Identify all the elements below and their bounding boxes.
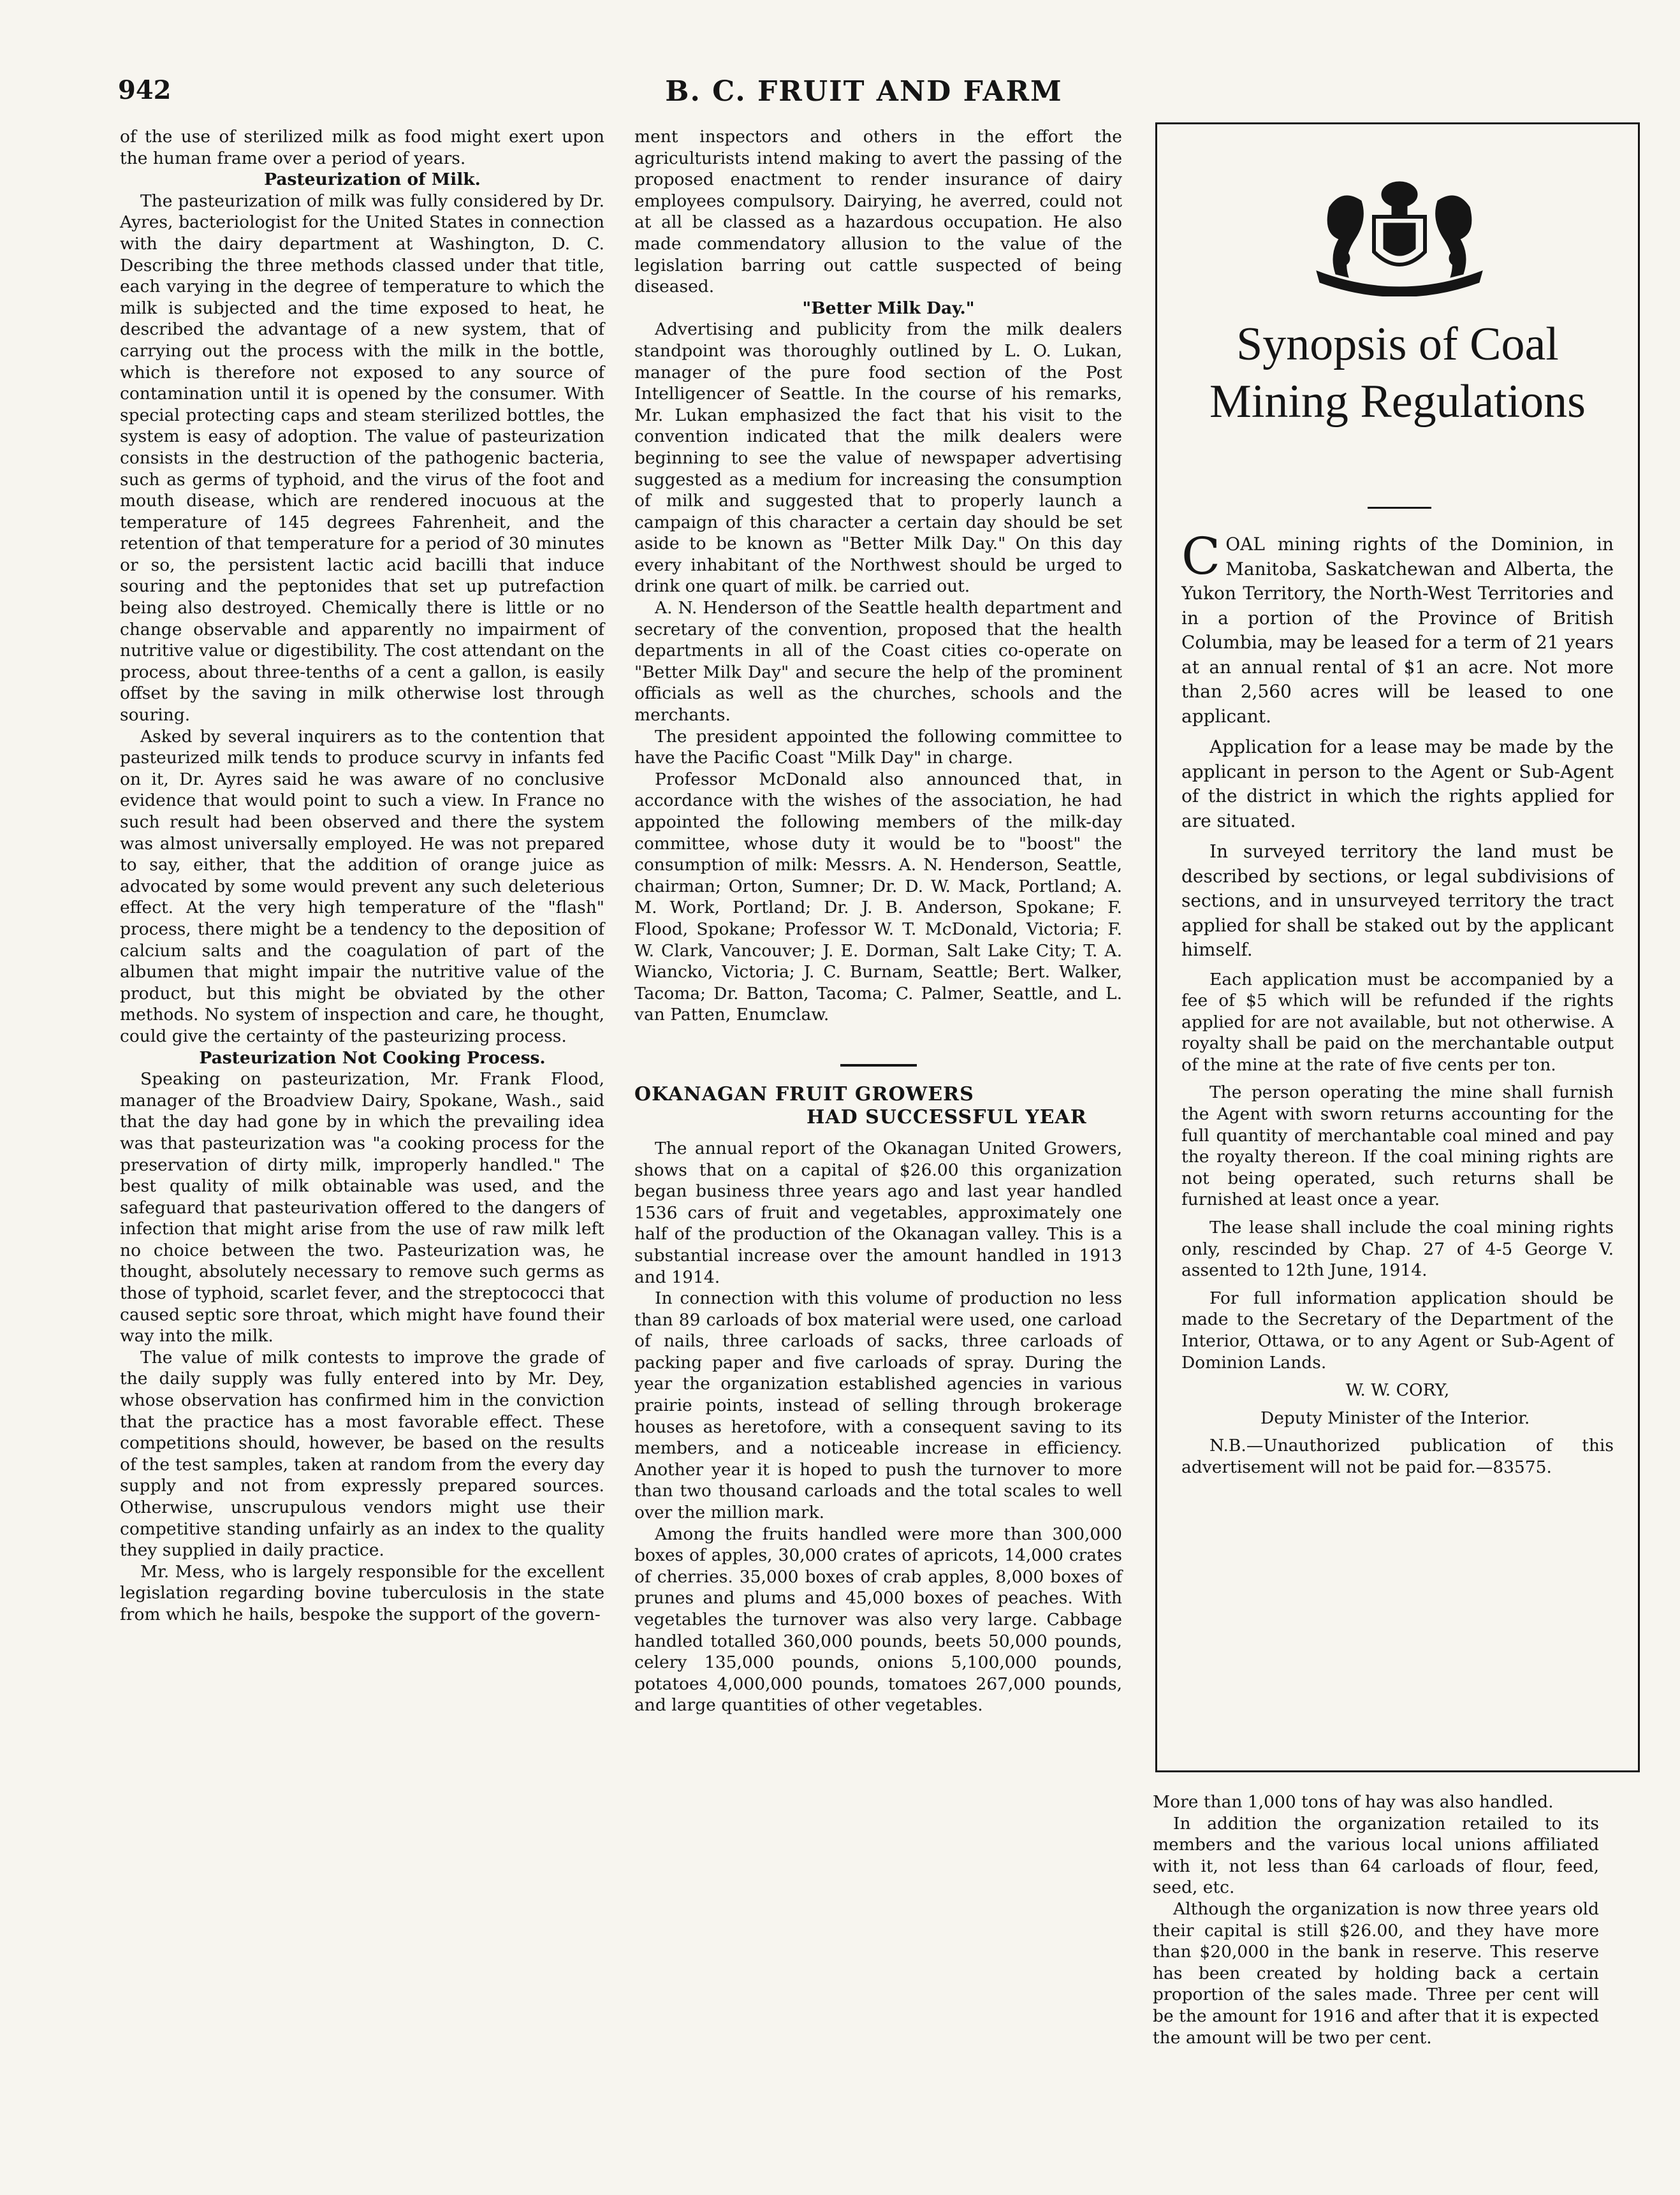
advertisement-body — [1181, 527, 1614, 1485]
paragraph: Speaking on pasteurization, Mr. Frank Flood, manager of the Broadview Dairy, Spokane, Wash., said that the day had gone by in which the prevailing idea was that pasteurization was "a cooking process for the preservation of dirty milk, improperly handled." The best quality of milk obtainable was used, and the safeguard that pasteurivation offered to the dangers of infection that might arise from the use of raw milk left no choice between the two. Pasteurization was, he thought, absolutely necessary to remove such germs as those of typhoid, scarlet fever, and the streptococci that caused septic sore throat, which might have found their way into the milk. — [120, 1069, 604, 1346]
paragraph: The president appointed the following committee to have the Pacific Coast "Milk Day" in charge. — [634, 726, 1122, 768]
article-headline — [634, 1083, 1122, 1129]
paragraph: COAL mining rights of the Dominion, in Manitoba, Saskatchewan and Alberta, the Yukon Territory, the North-West Territories and in a portion of the Province of British Columbia, may be leased for a term of 21 years at an annual rental of $1 an acre. Not more than 2,560 acres will be leased to one applicant. — [1181, 527, 1614, 727]
paragraph: Mr. Mess, who is largely responsible for the excellent legislation regarding bovine tuberculosis in the state from which he hails, bespoke the support of the govern- — [120, 1561, 604, 1624]
page-header — [118, 75, 1610, 126]
advertisement-note: N.B.—Unauthorized publication of this advertisement will not be paid for.—83575. — [1181, 1436, 1614, 1477]
paragraph: of the use of sterilized milk as food might exert upon the human frame over a period of years. — [120, 127, 604, 168]
title-divider — [1368, 507, 1431, 509]
paragraph: Professor McDonald also announced that, in accordance with the wishes of the association, he had appointed the following members of the milk-day committee, whose duty it would be to "boost" the consumption of milk: Messrs. A. N. Henderson, Seattle, chairman; Orton, Sumner; Dr. D. W. Mack, Portland; A. M. Work, Portland; Dr. J. B. Anderson, Spokane; F. Flood, Spokane; Professor W. T. McDonald, Victoria; F. W. Clark, Vancouver; J. E. Dorman, Salt Lake City; T. A. Wiancko, Victoria; J. C. Burnam, Seattle; Bert. Walker, Tacoma; Dr. Batton, Tacoma; C. Palmer, Seattle, and L. van Patten, Enumclaw. — [634, 769, 1122, 1025]
paragraph: Each application must be accompanied by a fee of $5 which will be refunded if the rights applied for are not available, but not otherwise. A royalty shall be paid on the merchantable output of the mine at the rate of five cents per ton. — [1181, 969, 1614, 1075]
paragraph: The lease shall include the coal mining rights only, rescinded by Chap. 27 of 4-5 George V. assented to 12th June, 1914. — [1181, 1218, 1614, 1281]
signature: W. W. CORY, — [1345, 1380, 1450, 1401]
paragraph: More than 1,000 tons of hay was also handled. — [1153, 1792, 1554, 1812]
journal-title: B. C. FRUIT AND FARM — [665, 75, 1063, 108]
paragraph: In addition the organization retailed to its members and the various local unions affiliated with it, not less than 64 carloads of flour, feed, seed, etc. — [1153, 1813, 1599, 1898]
paragraph: Asked by several inquirers as to the contention that pasteurized milk tends to produce scurvy in infants fed on it, Dr. Ayres said he was aware of no conclusive evidence that would point to such a view. In France no such result had been observed and there the system was almost universally employed. He was not prepared to say, either, that the addition of orange juice as advocated by some would prevent any such deleterious effect. At the very high temperature of the "flash" process, there might be a tendency to the deposition of calcium salts and the coagulation of part of the albumen that might impair the nutritive value of the product, but this might be obviated by the other methods. No system of inspection and care, he thought, could give the certainty of the pasteurizing process. — [120, 726, 604, 1046]
paragraph: Advertising and publicity from the milk dealers standpoint was thoroughly outlined by L. O. Lukan, manager of the pure food section of the Post Intelligencer of Seattle. In the course of his remarks, Mr. Lukan emphasized the fact that his visit to the convention indicated that the milk dealers were beginning to see the value of newspaper advertising suggested as a medium for increasing the consumption of milk and suggested that to properly launch a campaign of this character a certain day should be set aside to be known as "Better Milk Day." On this day every inhabitant of the Northwest should be urged to drink one quart of milk. be carried out. — [634, 319, 1122, 597]
paragraph: The person operating the mine shall furnish the Agent with sworn returns accounting for the full quantity of merchantable coal mined and pay the royalty thereon. If the coal mining rights are not being operated, such returns shall be furnished at least once a year. — [1181, 1083, 1614, 1210]
paragraph: The value of milk contests to improve the grade of the daily supply was fully entered into by Mr. Dey, whose observation has confirmed him in the conviction that the practice has a most favorable effect. These competitions should, however, be based on the results of the test samples, taken at random from the every day supply and not from expressly prepared sources. Otherwise, unscrupulous vendors might use their competitive standing unfairly as an index to the quality they supplied in daily practice. — [120, 1347, 604, 1561]
paragraph: For full information application should be made to the Secretary of the Department of the Interior, Ottawa, or to any Agent or Sub-Agent of Dominion Lands. — [1181, 1288, 1614, 1373]
paragraph: In surveyed territory the land must be described by sections, or legal subdivisions of sections, and in unsurveyed territory the tract applied for shall be staked out by the applicant himself. — [1181, 841, 1614, 960]
column-1 — [120, 126, 604, 1626]
paragraph: Among the fruits handled were more than 300,000 boxes of apples, 30,000 crates of apricots, 14,000 crates of cherries. 35,000 boxes of crab apples, 8,000 boxes of prunes and plums and 45,000 boxes of peaches. With vegetables the turnover was also very large. Cabbage handled totalled 360,000 pounds, beets 50,000 pounds, celery 135,000 pounds, onions 5,100,000 pounds, potatoes 4,000,000 pounds, tomatoes 267,000 pounds, and large quantities of other vegetables. — [634, 1524, 1122, 1716]
paragraph: The annual report of the Okanagan United Growers, shows that on a capital of $26.00 this organization began business three years ago and last year handled 1536 cars of fruit and vegetables, approximately one half of the production of the Okanagan valley. This is a substantial increase over the amount handled in 1913 and 1914. — [634, 1138, 1122, 1287]
headline-line-1: OKANAGAN FRUIT GROWERS — [634, 1083, 974, 1105]
advertisement-title: Synopsis of Coal Mining Regulations — [1209, 318, 1586, 428]
section-heading: Pasteurization Not Cooking Process. — [199, 1047, 546, 1068]
paragraph: A. N. Henderson of the Seattle health department and secretary of the convention, proposed that the health departments in all of the Coast cities co-operate on "Better Milk Day" and secure the help of the prominent officials as well as the churches, schools and the merchants. — [634, 598, 1122, 726]
column-3 — [1153, 1791, 1599, 2048]
section-heading: "Better Milk Day." — [802, 298, 975, 318]
headline-line-2: HAD SUCCESSFUL YEAR — [807, 1105, 1087, 1128]
signature-title: Deputy Minister of the Interior. — [1260, 1408, 1530, 1428]
coat-of-arms-icon — [1304, 169, 1495, 296]
page-number: 942 — [118, 75, 172, 105]
paragraph: Application for a lease may be made by the applicant in person to the Agent or Sub-Agent of the district in which the rights applied for are situated. — [1181, 736, 1614, 831]
paragraph: In connection with this volume of production no less than 89 carloads of box material were used, one carload of nails, three carloads of sacks, three carloads of packing paper and five carloads of spray. During the year the organization established agencies in various prairie points, instead of selling through brokerage houses as heretofore, with a consequent saving to its members, and a noticeable increase in efficiency. Another year it is hoped to push the turnover to more than two thousand carloads and the total scales to well over the million mark. — [634, 1288, 1122, 1523]
section-divider — [840, 1064, 917, 1067]
coal-mining-advertisement — [1155, 122, 1640, 1772]
paragraph: Although the organization is now three years old their capital is still $26.00, and they have more than $20,000 in the bank in reserve. This reserve has been created by holding back a certain proportion of the sales made. Three per cent will be the amount for 1916 and after that it is expected the amount will be two per cent. — [1153, 1899, 1599, 2048]
drop-cap: C — [1181, 527, 1221, 586]
paragraph: ment inspectors and others in the effort the agriculturists intend making to avert the passing of the proposed enactment to render insurance of dairy employees compulsory. Dairying, he averred, could not at all be classed as a hazardous occupation. He also made commendatory allusion to the value of the legislation barring out cattle suspected of being diseased. — [634, 127, 1122, 297]
column-2 — [634, 126, 1122, 1716]
paragraph: The pasteurization of milk was fully considered by Dr. Ayres, bacteriologist for the United States in connection with the dairy department at Washington, D. C. Describing the three methods classed under that title, each varying in the degree of temperature to which the milk is subjected and the time exposed to heat, he described the advantage of a new system, that of carrying out the process with the milk in the bottle, which is therefore not exposed to any source of contamination until it is opened by the consumer. With special protecting caps and steam sterilized bottles, the system is easy of adoption. The value of pasteurization consists in the destruction of the pathogenic bacteria, such as germs of typhoid, and the virus of the foot and mouth disease, which are rendered inocuous at the temperature of 145 degrees Fahrenheit, and the retention of that temperature for a period of 30 minutes or so, the persistent lactic acid bacilli that induce souring and the peptonides that set up putrefaction being also destroyed. Chemically there is little or no change observable and apparently no impairment of nutritive value or digestibility. The cost attendant on the process, about three-tenths of a cent a gallon, is easily offset by the saving in milk otherwise lost through souring. — [120, 191, 604, 726]
section-heading: Pasteurization of Milk. — [264, 170, 481, 190]
